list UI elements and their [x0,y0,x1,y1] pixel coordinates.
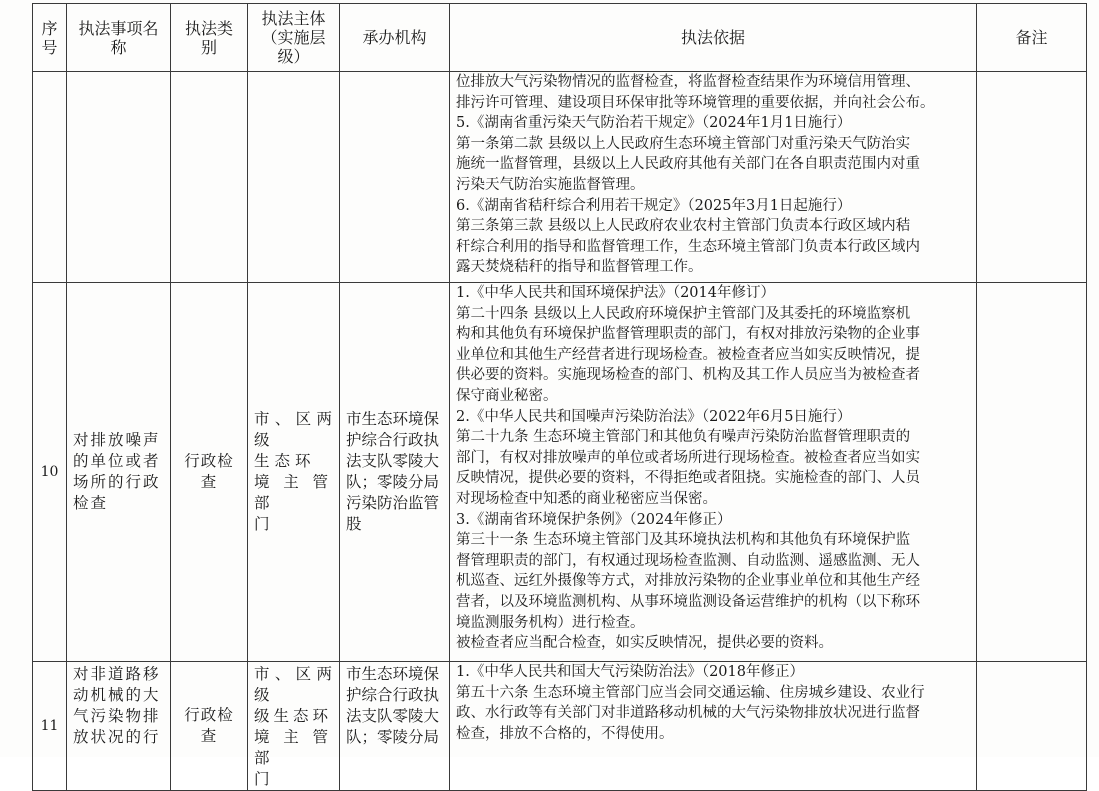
basis-line: 督管理职责的部门，有权通过现场检查监测、自动监测、遥感监测、无人 [456,552,920,569]
basis-line: 位排放大气污染物情况的监督检查，将监督检查结果作为环境信用管理、 [456,74,920,90]
org-line: 法支队零陵大 [346,452,440,470]
type-cell [171,662,248,791]
org-line: 市生态环境保 [346,665,440,683]
basis-cell [450,662,977,791]
type-line: 查 [200,727,218,745]
basis-line: 供必要的资料。实施现场检查的部门、机构及其工作人员应当为被检查者 [456,367,920,384]
subject-line: 市、区两级 [254,665,333,704]
item-line: 检查 [73,494,109,512]
basis-line: 露天焚烧秸秆的指导和监督管理工作。 [456,259,703,276]
basis-line: 第二十四条 县级以上人民政府环境保护主管部门及其委托的环境监察机 [456,305,911,322]
org-line: 队；零陵分局 [346,728,440,746]
note-cell [977,283,1087,662]
basis-line: 第一条第二款 县级以上人民政府生态环境主管部门对重污染天气防治实 [456,135,911,152]
item-cell [67,72,171,283]
basis-line: 营者，以及环境监测机构、从事环境监测设备运营维护的机构（以下称环 [456,593,920,610]
item-line: 对排放噪声 [73,431,161,449]
type-cell [171,72,248,283]
header-basis: 执法依据 [450,4,977,72]
header-subject: 执法主体（实施层级） [248,4,340,72]
basis-line: 第二十九条 生态环境主管部门和其他负有噪声污染防治监督管理职责的 [456,429,911,446]
basis-line: 第三条第三款 县级以上人民政府农业农村主管部门负责本行政区域内秸 [456,218,911,235]
header-item: 执法事项名称 [67,4,171,72]
basis-line: 第三十一条 生态环境主管部门及其环境执法机构和其他负有环境保护监 [456,532,911,549]
type-line: 行政检 [184,452,234,470]
seq-cell: 11 [33,662,67,791]
basis-cell [450,283,977,662]
table-row [33,283,1087,662]
basis-line: 保守商业秘密。 [456,387,558,404]
basis-line: 被检查者应当配合检查，如实反映情况，提供必要的资料。 [456,635,833,652]
basis-line: 1.《中华人民共和国环境保护法》（2014年修订） [456,285,775,301]
item-cell [67,662,171,791]
org-cell [340,72,450,283]
subject-line: 门 [254,770,271,788]
basis-line: 机巡查、远红外摄像等方式，对排放污染物的企业事业单位和其他生产经 [456,573,920,590]
basis-line: 秆综合利用的指导和监督管理工作，生态环境主管部门负责本行政区域内 [456,238,920,255]
basis-line: 6.《湖南省秸秆综合利用若干规定》（2025年3月1日起施行） [456,197,852,214]
item-line: 对非道路移 [73,665,161,683]
item-line: 放状况的行 [73,728,161,746]
basis-line: 对现场检查中知悉的商业秘密应当保密。 [456,490,717,507]
basis-line: 第五十六条 生态环境主管部门应当会同交通运输、住房城乡建设、农业行 [456,684,925,701]
org-line: 法支队零陵大 [346,707,440,725]
subject-cell [248,283,340,662]
seq-cell [33,72,67,283]
basis-cell [450,72,977,283]
header-note: 备注 [977,4,1087,72]
basis-line: 反映情况，提供必要的资料，不得拒绝或者阻挠。实施检查的部门、人员 [456,470,920,487]
seq-cell: 10 [33,283,67,662]
basis-line: 部门，有权对排放噪声的单位或者场所进行现场检查。被检查者应当如实 [456,449,920,466]
basis-line: 排污许可管理、建设项目环保审批等环境管理的重要依据，并向社会公布。 [456,94,935,111]
org-line: 污染防治监管 [346,494,440,512]
subject-line: 境主管部 [254,728,333,767]
basis-line: 2.《中华人民共和国噪声污染防治法》（2022年6月5日施行） [456,408,852,425]
subject-line: 市、区两级 [254,410,333,449]
basis-line: 政、水行政等有关部门对非道路移动机械的大气污染物排放状况进行监督 [456,705,920,722]
basis-line: 1.《中华人民共和国大气污染防治法》（2018年修正） [456,664,804,680]
org-line: 护综合行政执 [346,686,440,704]
law-enforcement-table [32,3,1087,791]
org-line: 股 [346,515,362,533]
header-seq: 序号 [33,4,67,72]
subject-cell [248,72,340,283]
subject-line: 生态环 [254,452,316,470]
basis-line: 施统一监督管理，县级以上人民政府其他有关部门在各自职责范围内对重 [456,156,920,173]
table-row [33,72,1087,283]
org-cell [340,283,450,662]
table-row [33,662,1087,791]
basis-line: 境监测服务机构）进行检查。 [456,614,645,631]
type-cell [171,283,248,662]
subject-cell [248,662,340,791]
subject-line: 级生态环 [254,707,333,725]
note-cell [977,72,1087,283]
type-line: 行政检 [184,706,234,724]
header-type: 执法类别 [171,4,248,72]
org-line: 市生态环境保 [346,410,440,428]
subject-line: 门 [254,515,271,533]
org-cell [340,662,450,791]
header-row [33,4,1087,72]
note-cell [977,662,1087,791]
basis-line: 5.《湖南省重污染天气防治若干规定》（2024年1月1日施行） [456,115,852,132]
item-cell [67,283,171,662]
header-org: 承办机构 [340,4,450,72]
org-line: 队；零陵分局 [346,473,440,491]
subject-line: 境主管部 [254,473,333,512]
item-line: 的单位或者 [73,452,161,470]
basis-line: 检查，排放不合格的，不得使用。 [456,725,674,742]
item-line: 动机械的大 [73,686,161,704]
type-line: 查 [200,473,218,491]
basis-line: 业单位和其他生产经营者进行现场检查。被检查者应当如实反映情况，提 [456,346,920,363]
basis-line: 构和其他负有环境保护监督管理职责的部门，有权对排放污染物的企业事 [456,326,920,343]
basis-line: 污染天气防治实施监督管理。 [456,176,645,193]
item-line: 气污染物排 [73,707,161,725]
item-line: 场所的行政 [73,473,161,491]
org-line: 护综合行政执 [346,431,440,449]
basis-line: 3.《湖南省环境保护条例》（2024年修正） [456,511,732,528]
